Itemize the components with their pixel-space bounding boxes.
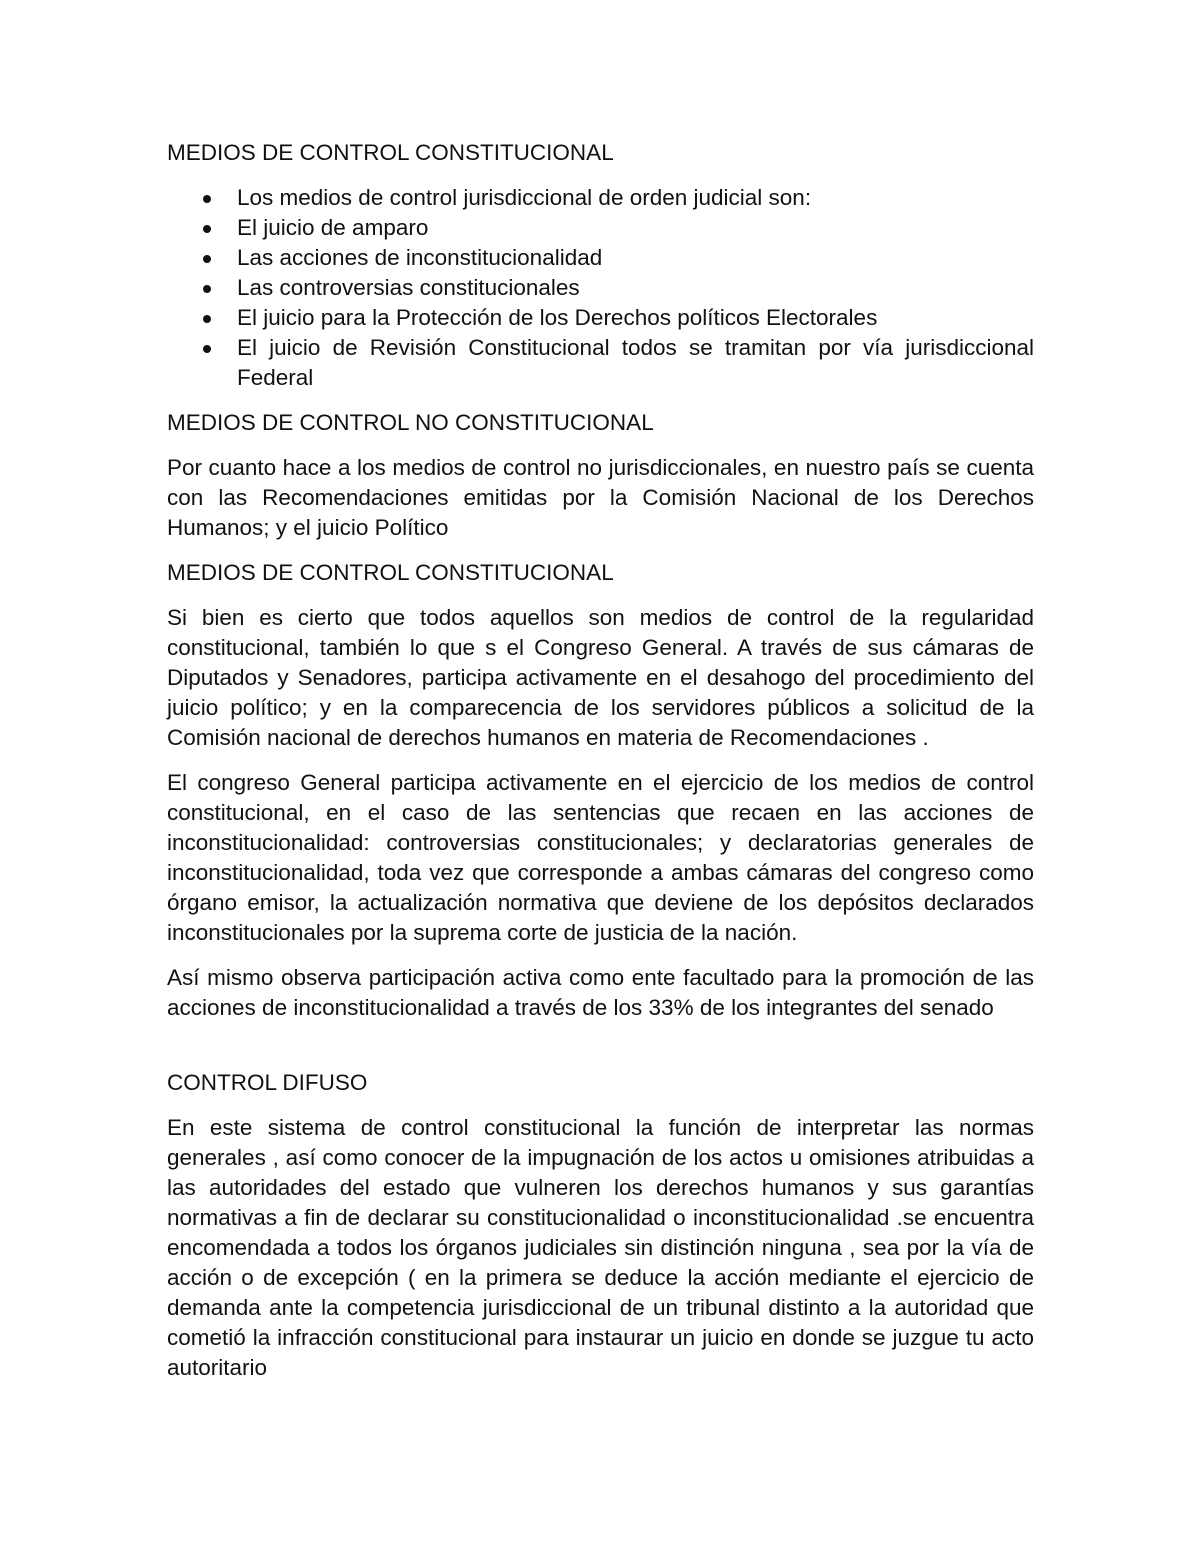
section-heading-control-difuso: CONTROL DIFUSO — [167, 1070, 368, 1095]
list-item-text: Las controversias constitucionales — [237, 275, 580, 300]
list-item — [167, 333, 1034, 393]
bullet-icon — [203, 225, 211, 233]
bullet-icon — [203, 285, 211, 293]
paragraph: En este sistema de control constitucional la función de interpretar las normas generales , así como conocer de la impugnación de los actos u omisiones atribuidas a las autoridades del estado que vulneren los derechos humanos y sus garantías normativas a fin de declarar su constitucionalidad o inconstitucionalidad .se encuentra encomendada a todos los órganos judiciales sin distinción ninguna , sea por la vía de acción o de excepción ( en la primera se deduce la acción mediante el ejercicio de demanda ante la competencia jurisdiccional de un tribunal distinto a la autoridad que cometió la infracción constitucional para instaurar un juicio en donde se juzgue tu acto autoritario — [167, 1115, 1034, 1380]
list-item — [167, 183, 1034, 213]
bullet-icon — [203, 345, 211, 353]
bullet-icon — [203, 195, 211, 203]
list-item-text: Los medios de control jurisdiccional de orden judicial son: — [237, 185, 812, 210]
section-heading-control-constitucional: MEDIOS DE CONTROL CONSTITUCIONAL — [167, 140, 614, 165]
paragraph: Por cuanto hace a los medios de control no jurisdiccionales, en nuestro país se cuenta con las Recomendaciones emitidas por la Comisión Nacional de los Derechos Humanos; y el juicio Político — [167, 455, 1034, 540]
paragraph: Si bien es cierto que todos aquellos son medios de control de la regularidad constitucional, también lo que s el Congreso General. A través de sus cámaras de Diputados y Senadores, participa activamente en el desahogo del procedimiento del juicio político; y en la comparecencia de los servidores públicos a solicitud de la Comisión nacional de derechos humanos en materia de Recomendaciones . — [167, 605, 1034, 750]
list-item — [167, 213, 1034, 243]
list-item — [167, 303, 1034, 333]
list-item-text: Las acciones de inconstitucionalidad — [237, 245, 603, 270]
document-page — [167, 138, 1034, 1398]
medios-control-list — [167, 183, 1034, 393]
bullet-icon — [203, 315, 211, 323]
section-heading-control-constitucional-2: MEDIOS DE CONTROL CONSTITUCIONAL — [167, 560, 614, 585]
section-heading-control-no-constitucional: MEDIOS DE CONTROL NO CONSTITUCIONAL — [167, 410, 654, 435]
list-item-text: El juicio para la Protección de los Derechos políticos Electorales — [237, 305, 878, 330]
blank-line — [167, 1038, 1034, 1068]
paragraph: El congreso General participa activamente en el ejercicio de los medios de control constitucional, en el caso de las sentencias que recaen en las acciones de inconstitucionalidad: controversias constitucionales; y declaratorias generales de inconstitucionalidad, toda vez que corresponde a ambas cámaras del congreso como órgano emisor, la actualización normativa que deviene de los depósitos declarados inconstitucionales por la suprema corte de justicia de la nación. — [167, 770, 1034, 945]
bullet-icon — [203, 255, 211, 263]
list-item — [167, 273, 1034, 303]
list-item-text: El juicio de Revisión Constitucional todos se tramitan por vía jurisdiccional Federal — [237, 335, 1034, 390]
list-item-text: El juicio de amparo — [237, 215, 429, 240]
list-item — [167, 243, 1034, 273]
paragraph: Así mismo observa participación activa como ente facultado para la promoción de las acciones de inconstitucionalidad a través de los 33% de los integrantes del senado — [167, 965, 1034, 1020]
